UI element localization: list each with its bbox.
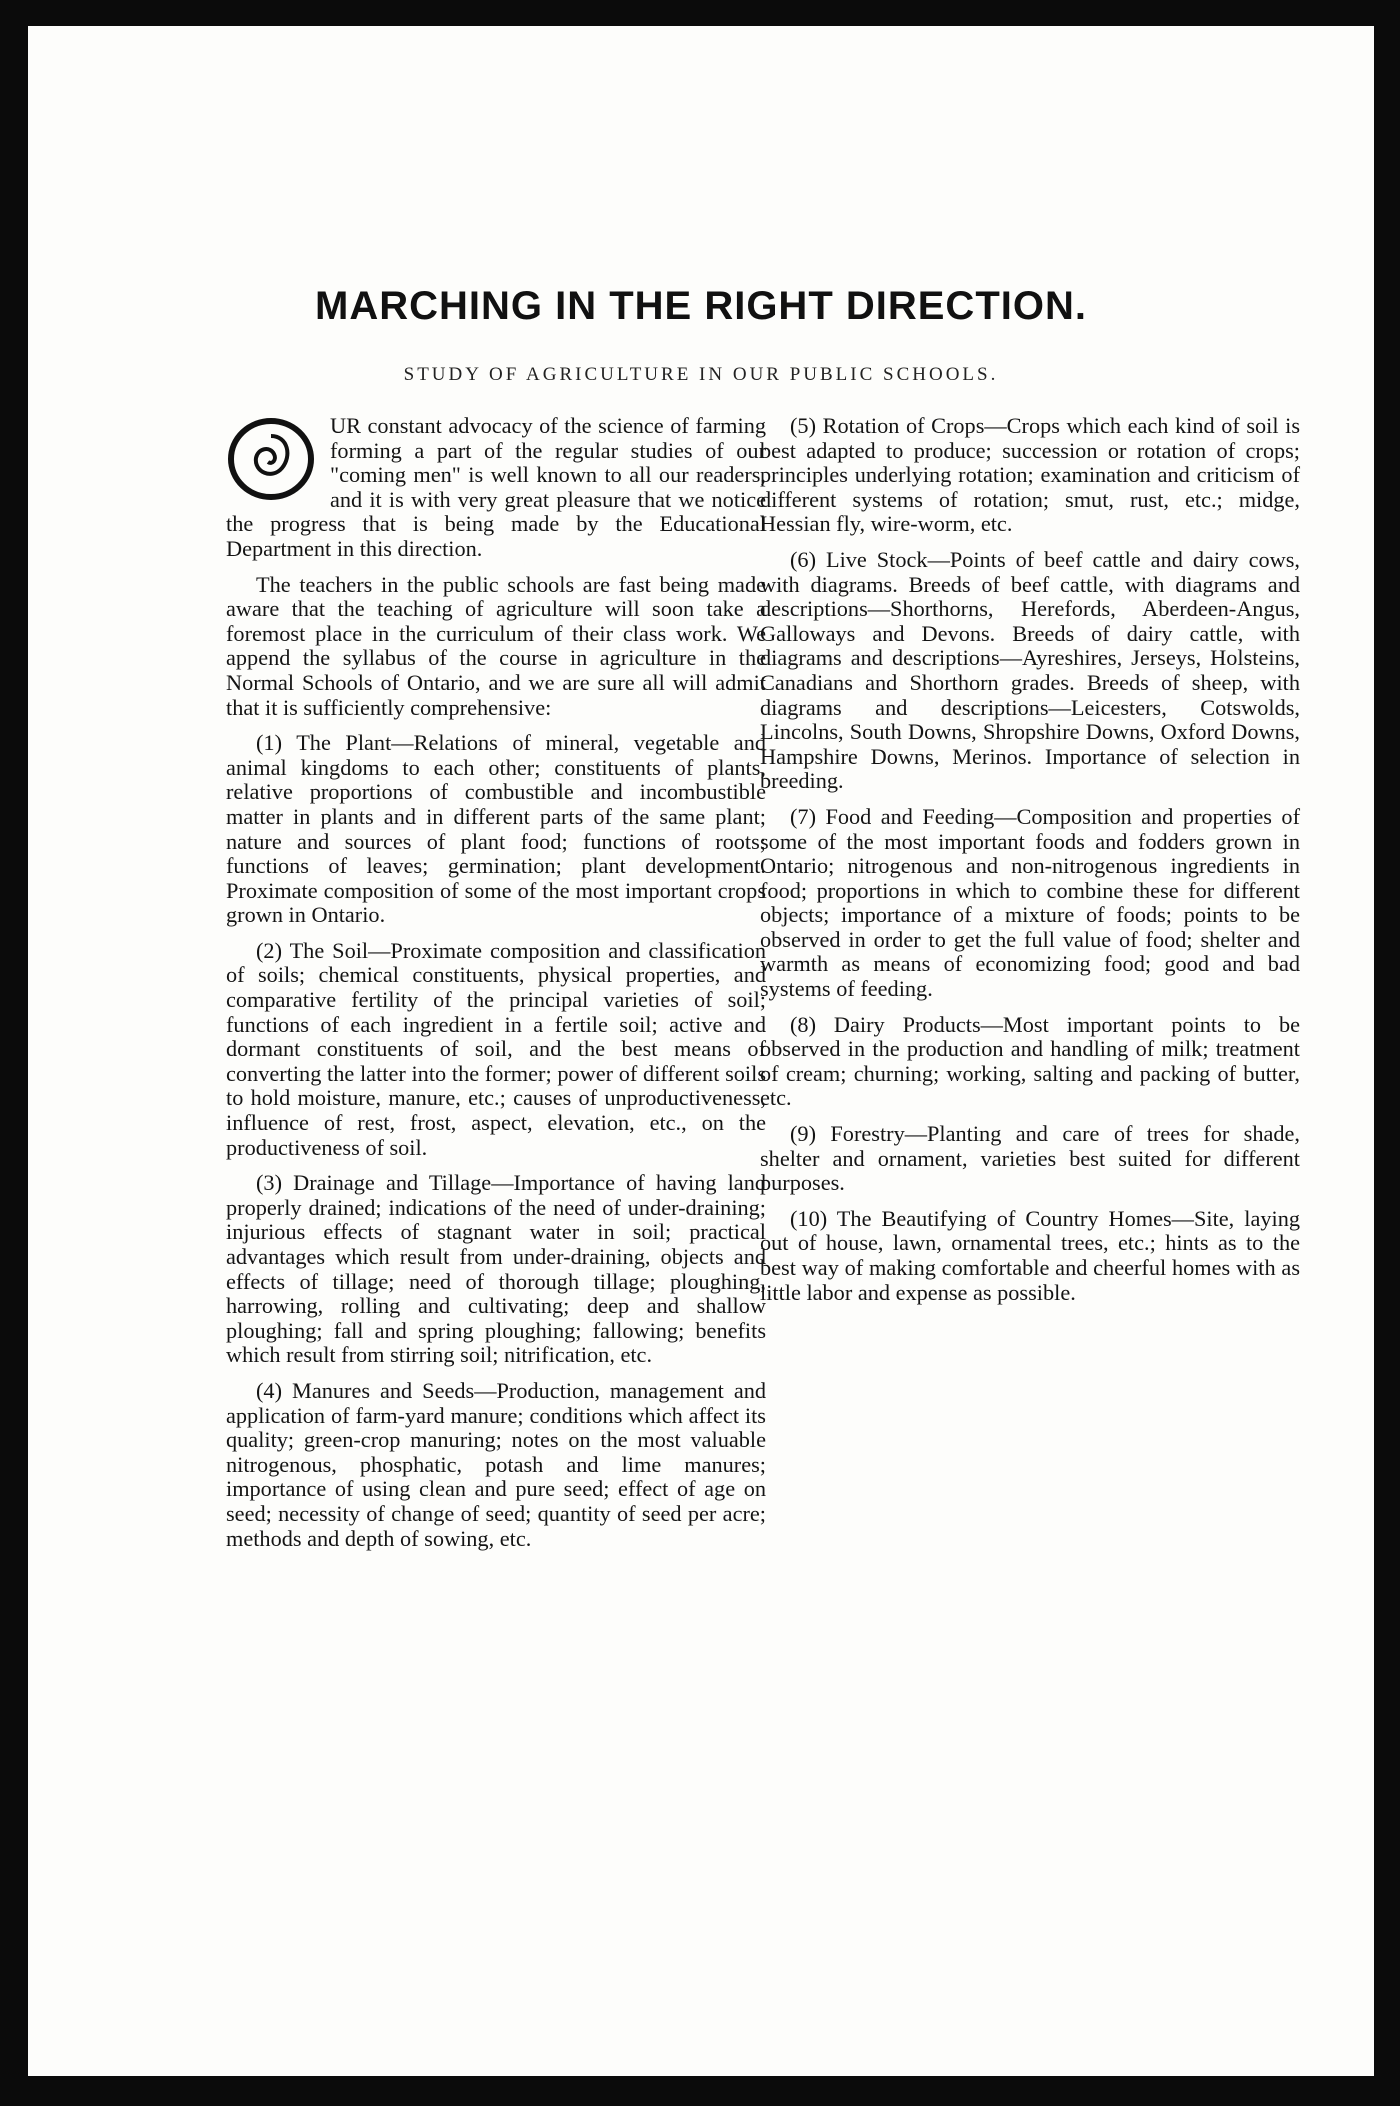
item-text: The Beautifying of Country Homes—Site, laying out of house, lawn, ornamental trees, etc.; hints as to the best way of making comfortable and cheerful homes with as little labor and expense as possible. xyxy=(760,1205,1301,1305)
item-marker: (5) xyxy=(790,413,816,438)
right-column xyxy=(760,414,1300,1316)
item-text: Drainage and Tillage—Importance of having land properly drained; indications of the need of under-draining; injurious effects of stagnant water in soil; practical advantages which result from under-draining, objects and effects of tillage; need of thorough tillage; ploughing, harrowing, rolling and cultivating; deep and shallow ploughing; fall and spring ploughing; fallowing; benefits which result from stirring soil; nitrification, etc. xyxy=(226,1170,767,1368)
item-text: The Plant—Relations of mineral, vegetable and animal kingdoms to each other; constituents of plants, relative proportions of combustible and incombustible matter in plants and in different parts of the same plant; nature and sources of plant food; functions of roots; functions of leaves; germination; plant development. Proximate composition of some of the most important crops grown in Ontario. xyxy=(226,730,766,928)
syllabus-item-5 xyxy=(760,414,1300,537)
item-marker: (7) xyxy=(790,803,816,829)
intro-paragraph-1 xyxy=(226,414,766,562)
article-title: MARCHING IN THE RIGHT DIRECTION. xyxy=(315,284,1087,328)
item-marker: (10) xyxy=(790,1205,828,1231)
syllabus-item-4 xyxy=(226,1379,766,1551)
item-marker: (1) xyxy=(256,730,282,756)
item-marker: (8) xyxy=(790,1011,816,1037)
syllabus-item-8 xyxy=(760,1013,1300,1111)
page-sheet xyxy=(28,26,1374,2076)
item-text: Rotation of Crops—Crops which each kind of soil is best adapted to produce; succession or rotation of crops; principles underlying rotation; examination and criticism of different systems of rotation; smut, rust, etc.; midge, Hessian fly, wire-worm, etc. xyxy=(760,413,1300,537)
item-text: The Soil—Proximate composition and classification of soils; chemical constituents, physical properties, and comparative fertility of the principal varieties of soil; functions of each ingredient in a fertile soil; active and dormant constituents of soil, and the best means of converting the latter into the former; power of different soils to hold moisture, manure, etc.; causes of unproductiveness, influence of rest, frost, aspect, elevation, etc., on the productiveness of soil. xyxy=(226,937,767,1160)
item-text: Live Stock—Points of beef cattle and dairy cows, with diagrams. Breeds of beef cattle, with diagrams and descriptions—Shorthorns, Herefords, Aberdeen-Angus, Galloways and Devons. Breeds of dairy cattle, with diagrams and descriptions—Ayreshires, Jerseys, Holsteins, Canadians and Shorthorn grades. Breeds of sheep, with diagrams and descriptions—Leicesters, Cotswolds, Lincolns, South Downs, Shropshire Downs, Oxford Downs, Hampshire Downs, Merinos. Importance of selection in breeding. xyxy=(760,546,1300,794)
item-text: Dairy Products—Most important points to be observed in the production and handling of milk; treatment of cream; churning; working, salting and packing of butter, etc. xyxy=(760,1011,1301,1111)
intro-paragraph-2: The teachers in the public schools are fast being made aware that the teaching of agriculture will soon take a foremost place in the curriculum of their class work. We append the syllabus of the course in agriculture in the Normal Schools of Ontario, and we are sure all will admit that it is sufficiently comprehensive: xyxy=(226,571,766,720)
syllabus-item-3 xyxy=(226,1171,766,1368)
item-marker: (6) xyxy=(790,546,816,572)
item-text: Manures and Seeds—Production, management and application of farm-yard manure; conditions which affect its quality; green-crop manuring; notes on the most valuable nitrogenous, phosphatic, potash and lime manures; importance of using clean and pure seed; effect of age on seed; necessity of change of seed; quantity of seed per acre; methods and depth of sowing, etc. xyxy=(226,1377,767,1551)
item-marker: (9) xyxy=(790,1121,816,1147)
item-marker: (3) xyxy=(256,1170,282,1196)
ornamental-drop-cap-icon xyxy=(226,416,320,502)
intro-text-1: UR constant advocacy of the science of farming forming a part of the regular studies of our "coming men" is well known to all our readers, and it is with very great pleasure that we notice the progress that is being made by the Educational Department in this direction. xyxy=(226,413,766,561)
item-text: Forestry—Planting and care of trees for shade, shelter and ornament, varieties best suited for different purposes. xyxy=(760,1121,1301,1196)
left-column xyxy=(226,414,766,1562)
syllabus-item-2 xyxy=(226,939,766,1160)
syllabus-item-9 xyxy=(760,1122,1300,1196)
syllabus-item-10 xyxy=(760,1207,1300,1305)
syllabus-item-6 xyxy=(760,548,1300,794)
syllabus-item-1 xyxy=(226,731,766,928)
item-marker: (4) xyxy=(256,1377,282,1403)
item-marker: (2) xyxy=(256,937,282,963)
item-text: Food and Feeding—Composition and properties of some of the most important foods and fodders grown in Ontario; nitrogenous and non-nitrogenous ingredients in food; proportions in which to combine these for different objects; importance of a mixture of foods; points to be observed in order to get the full value of food; shelter and warmth as means of economizing food; good and bad systems of feeding. xyxy=(760,803,1300,1002)
article-subtitle: STUDY OF AGRICULTURE IN OUR PUBLIC SCHOOLS. xyxy=(403,364,999,385)
syllabus-item-7 xyxy=(760,805,1300,1002)
svg-text:O: O xyxy=(271,474,272,475)
